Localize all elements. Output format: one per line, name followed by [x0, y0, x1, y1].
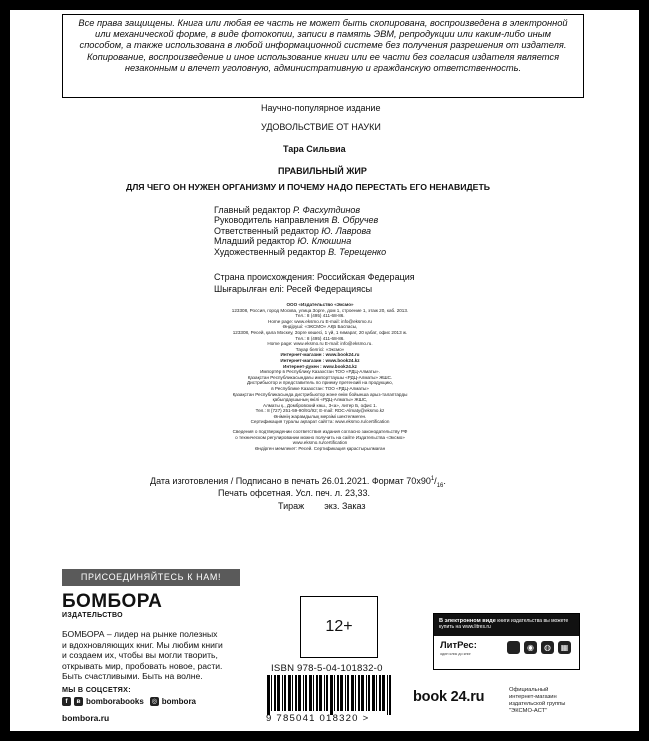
credit-line: Младший редактор Ю. Клюшина: [214, 236, 352, 247]
globe-icon: ◍: [541, 641, 554, 654]
publisher-info-line: Импортёр в Республику Казахстан ТОО «РДЦ-Алматы».: [260, 369, 380, 375]
publisher-info-line: ООО «Издательство «Эксмо»: [286, 302, 354, 307]
litres-logo: ЛитРес:: [440, 640, 477, 651]
barcode-bar: [382, 675, 385, 711]
publisher-info-line: в Республике Казахстан: ТОО «РДЦ-Алматы»: [271, 385, 369, 391]
barcode-bar: [372, 675, 375, 711]
barcode-bar: [288, 675, 291, 711]
litres-ad: [433, 613, 580, 670]
book-subtitle: ДЛЯ ЧЕГО ОН НУЖЕН ОРГАНИЗМУ И ПОЧЕМУ НАДО ПЕРЕСТАТЬ ЕГО НЕНАВИДЕТЬ: [126, 182, 491, 192]
barcode-bar: [340, 675, 343, 711]
print-type: Печать офсетная. Усл. печ. л. 23,33.: [218, 488, 370, 498]
barcode-bar: [330, 675, 333, 715]
barcode-bar: [379, 675, 381, 711]
print-run: Тираж экз. Заказ: [278, 501, 366, 511]
barcode-bar: [366, 675, 367, 711]
barcode-bar: [389, 675, 391, 715]
book24-note: Официальный интернет-магазин издательской группы "ЭКСМО-АСТ": [509, 687, 566, 714]
credit-line: Художественный редактор В. Терещенко: [214, 246, 387, 257]
barcode: [263, 675, 395, 715]
publisher-info-line: Өндіруші: «ЭКСМО» АҚБ Баспасы,: [282, 324, 358, 330]
barcode-bar: [337, 675, 339, 711]
publisher-info-line: www.eksmo.ru/certification: [292, 440, 348, 446]
barcode-bar: [303, 675, 304, 711]
country-of-origin: Страна происхождения: Российская Федерация Шығарылған елі: Ресей Федерациясы: [214, 272, 415, 294]
copyright-notice: [62, 14, 584, 98]
barcode-bar: [309, 675, 312, 711]
publisher-info-line: қабылдаушының өкілі «РДЦ-Алматы» ЖШС,: [272, 397, 368, 403]
publisher-info-line: Интернет-магазин : www.book24.kz: [280, 357, 360, 363]
barcode-bar: [305, 675, 307, 711]
book-title: ПРАВИЛЬНЫЙ ЖИР: [278, 166, 367, 176]
barcode-bar: [387, 675, 388, 715]
copyright-line: способом, а также использована в любой информационной системе без получения разрешения от издателя.: [79, 40, 567, 51]
publisher-info-line: Дистрибьютор и представитель по приему претензий на продукцию,: [247, 380, 393, 386]
barcode-bar: [347, 675, 349, 711]
litres-tagline: один клик до книг: [440, 652, 471, 656]
publisher-info-line: Қазақстан Республикасында дистрибьютор және өнім бойынша арыз-талаптарды: [232, 391, 408, 397]
publisher-info-line: Тауар белгісі: «Эксмо»: [295, 346, 345, 352]
barcode-bar: [298, 675, 301, 711]
barcode-bar: [274, 675, 276, 711]
barcode-bar: [284, 675, 286, 711]
copyright-line: Копирование, воспроизведение и иное использование книги или ее части без согласия издателя является: [86, 51, 560, 62]
android-icon: ◉: [524, 641, 537, 654]
publisher-info: [170, 302, 470, 451]
copyright-line: или механической форме, в виде фотокопии, записи в память ЭВМ, репродукции или каким-либо иным: [95, 29, 551, 40]
vk-icon: в: [74, 697, 83, 706]
copyright-line: незаконным и влечет уголовную, административную и гражданскую ответственность.: [124, 62, 522, 73]
publisher-info-line: Интернет-дүкен : www.book24.kz: [283, 363, 357, 369]
app-icons: [507, 641, 571, 654]
publisher-info-line: Сертификация туралы ақпарат сайтта: www.eksmo.ru/certification: [250, 419, 390, 425]
social-account[interactable]: bombora: [161, 697, 197, 706]
barcode-bar: [316, 675, 318, 711]
barcode-bar: [334, 675, 335, 711]
bombora-logo: БОМБОРА: [62, 591, 163, 612]
credit-line: Главный редактор Р. Фасхутдинов: [214, 205, 361, 215]
print-date-format: Дата изготовления / Подписано в печать 26.01.2021. Формат $70x90^1/_{16}$.: [150, 476, 446, 489]
copyright-line: Все права защищены. Книга или любая ее часть не может быть скопирована, воспроизведена в электронной: [78, 18, 568, 28]
barcode-bar: [295, 675, 297, 711]
social-links: [62, 697, 196, 706]
publisher-info-line: Өндірген мемлекет: Ресей. Сертификация қарастырылмаған: [254, 445, 386, 451]
barcode-number: 9 785041 018320 >: [266, 713, 370, 724]
barcode-bar: [324, 675, 325, 711]
publisher-info-line: Интернет-магазин : www.book24.ru: [280, 352, 360, 358]
instagram-icon: ◎: [151, 698, 158, 705]
credit-line: Ответственный редактор Ю. Лаврова: [214, 225, 372, 236]
publisher-info-line: Тел.: 8 (495) 411-68-86.: [295, 335, 345, 341]
litres-header: В электронном виде книги издательства вы можете купить на www.litres.ru: [434, 614, 579, 636]
barcode-bar: [271, 675, 272, 711]
credit-line: Руководитель направления В. Обручев: [214, 215, 379, 226]
join-us-banner: ПРИСОЕДИНЯЙТЕСЬ К НАМ!: [62, 569, 240, 586]
publisher-info-line: Home page: www.eksmo.ru E-mail: info@eksmo.ru: [268, 318, 372, 324]
publisher-info-line: Тел.: 8 (727) 251-59-90/91/92; E-mail: RDC-Almaty@eksmo.kz: [255, 408, 385, 414]
publisher-info-line: Сведения о подтверждении соответствия издания согласно законодательству РФ: [232, 429, 408, 435]
barcode-bar: [282, 675, 283, 711]
isbn: ISBN 978-5-04-101832-0: [271, 663, 383, 674]
bombora-site[interactable]: bombora.ru: [62, 713, 110, 723]
age-rating: 12+: [300, 596, 378, 658]
publisher-info-line: о техническом регулировании можно получить на сайте Издательства «Эксмо»: [235, 434, 405, 440]
barcode-bar: [267, 675, 270, 715]
publisher-info-line: Home page: www.eksmo.ru E-mail: info@eksmo.ru.: [267, 341, 373, 347]
barcode-bar: [358, 675, 360, 711]
barcode-bar: [313, 675, 314, 711]
windows-icon: ▦: [558, 641, 571, 654]
publisher-info-line: 123308, Россия, город Москва, улица Зорге, дом 1, строение 1, этаж 20, каб. 2013.: [231, 307, 409, 313]
author-name: Тара Сильвиа: [283, 144, 346, 154]
barcode-bar: [292, 675, 293, 711]
edition-type: Научно-популярное издание: [261, 103, 381, 113]
barcode-bar: [319, 675, 322, 711]
barcode-bar: [355, 675, 356, 711]
bombora-subtitle: ИЗДАТЕЛЬСТВО: [62, 612, 123, 619]
publisher-info-line: 123308, Ресей, қала Мәскеу, Зорге көшесі, 1 үй, 1 ғимарат, 20 қабат, офис 2013 ж.: [232, 329, 408, 335]
barcode-bar: [376, 675, 377, 711]
publisher-info-line: Өнімнің жарамдылық мерзімі шектелмеген.: [273, 413, 367, 419]
series-name: УДОВОЛЬСТВИЕ ОТ НАУКИ: [261, 122, 381, 132]
social-heading: МЫ В СОЦСЕТЯХ:: [62, 685, 131, 694]
barcode-bar: [345, 675, 346, 711]
book24-logo: book 24.ru: [413, 689, 485, 705]
barcode-bar: [351, 675, 354, 711]
editorial-credits: [214, 205, 474, 257]
social-account[interactable]: bomborabooks: [86, 697, 144, 706]
apple-icon: [507, 641, 520, 654]
barcode-bar: [361, 675, 364, 711]
barcode-bar: [326, 675, 328, 711]
barcode-bar: [368, 675, 370, 711]
publisher-info-line: Қазақстан Республикасындағы импорттаушы «РДЦ-Алматы» ЖШС.: [247, 374, 393, 380]
publisher-info-line: Алматы қ., Домбровский көш., 3«а», литер Б, офис 1.: [263, 402, 377, 408]
barcode-bar: [277, 675, 280, 711]
bombora-description: БОМБОРА – лидер на рынке полезных и вдохновляющих книг. Мы любим книги и создаем их, чтобы вы могли творить, открывать мир, пробовать новое, расти. Быть счастливыми. Быть на волне.: [62, 629, 223, 682]
facebook-icon: f: [62, 697, 71, 706]
publisher-info-line: Тел.: 8 (495) 411-68-86.: [295, 313, 345, 319]
